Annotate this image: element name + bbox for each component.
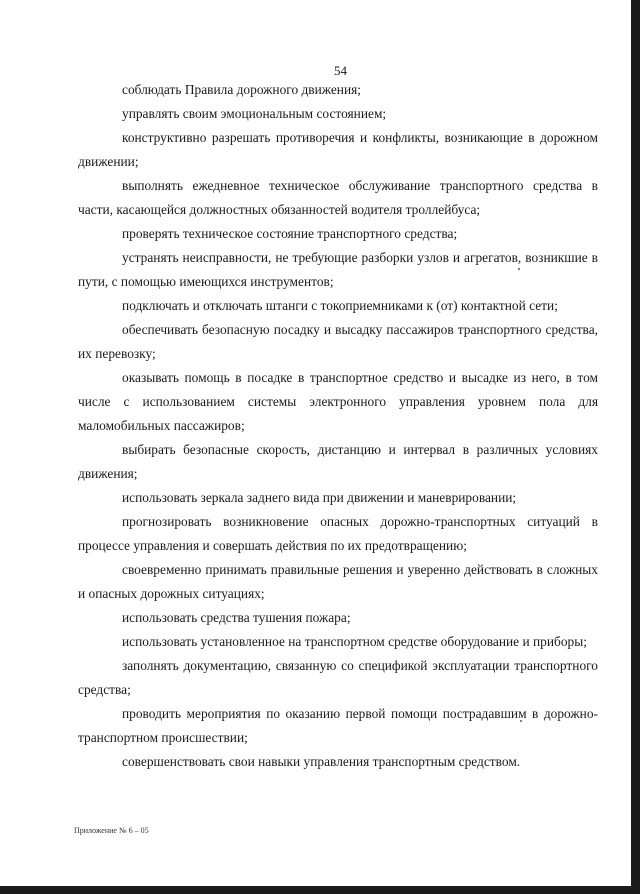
list-item: своевременно принимать правильные решения и уверенно действовать в сложных и опасных дорожных ситуациях; [78,562,598,601]
list-item: проводить мероприятия по оказанию первой помощи пострадавшим в дорожно-транспортном происшествии; [78,706,598,745]
list-item: подключать и отключать штанги с токоприемниками к (от) контактной сети; [122,298,558,313]
list-item: конструктивно разрешать противоречия и конфликты, возникающие в дорожном движении; [78,130,598,169]
scan-border-bottom [0,886,640,894]
list-item: оказывать помощь в посадке в транспортное средство и высадке из него, в том числе с использованием системы электронного управления уровнем пола для маломобильных пассажиров; [78,370,598,433]
list-item: использовать установленное на транспортном средстве оборудование и приборы; [122,634,587,649]
list-item: устранять неисправности, не требующие разборки узлов и агрегатов, возникшие в пути, с помощью имеющихся инструментов; [78,250,598,289]
competency-list [78,78,598,774]
list-item: прогнозировать возникновение опасных дорожно-транспортных ситуаций в процессе управления и совершать действия по их предотвращению; [78,514,598,553]
list-item: соблюдать Правила дорожного движения; [122,82,362,97]
page-number: 54 [334,63,347,78]
list-item: проверять техническое состояние транспортного средства; [122,226,458,241]
scan-border-right [631,0,640,894]
page-footer: Приложение № 6 – 05 [74,826,149,835]
list-item: заполнять документацию, связанную со спецификой эксплуатации транспортного средства; [78,658,598,697]
list-item: управлять своим эмоциональным состоянием; [122,106,387,121]
list-item: обеспечивать безопасную посадку и высадку пассажиров транспортного средства, их перевозку; [78,322,598,361]
list-item: выполнять ежедневное техническое обслуживание транспортного средства в части, касающейся должностных обязанностей водителя троллейбуса; [78,178,598,217]
list-item: использовать зеркала заднего вида при движении и маневрировании; [122,490,517,505]
list-item: совершенствовать свои навыки управления транспортным средством. [122,754,521,769]
list-item: использовать средства тушения пожара; [122,610,351,625]
list-item: выбирать безопасные скорость, дистанцию и интервал в различных условиях движения; [78,442,598,481]
